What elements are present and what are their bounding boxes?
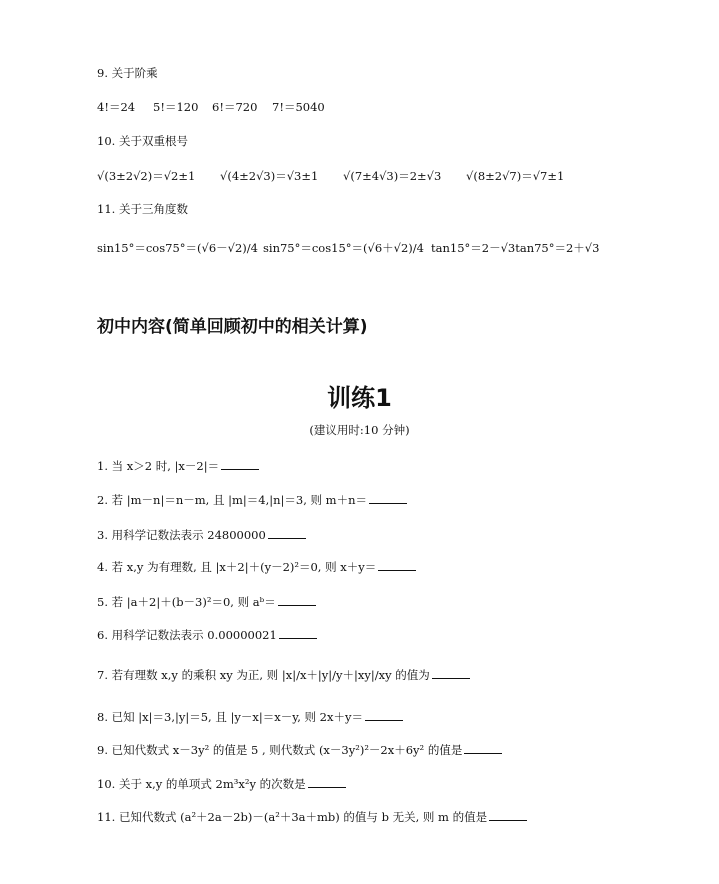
radical-item: √(7±4√3)＝2±√3 <box>343 169 442 183</box>
heading-trig: 11. 关于三角度数 <box>97 202 188 216</box>
section-title: 初中内容(简单回顾初中的相关计算) <box>97 317 368 337</box>
answer-blank[interactable] <box>489 808 527 821</box>
question-11: 11. 已知代数式 (a²＋2a－2b)－(a²＋3a＋mb) 的值与 b 无关, 则 m 的值是 <box>97 808 527 825</box>
question-1: 1. 当 x＞2 时, |x－2|＝ <box>97 457 259 474</box>
question-10: 10. 关于 x,y 的单项式 2m³x²y 的次数是 <box>97 775 346 792</box>
answer-blank[interactable] <box>308 775 346 788</box>
radical-item: √(3±2√2)＝√2±1 <box>97 169 196 183</box>
answer-blank[interactable] <box>432 666 470 679</box>
factorial-item: 6!＝720 <box>212 100 258 114</box>
trig-item: sin75°＝cos15°＝(√6＋√2)/4 <box>263 241 424 255</box>
answer-blank[interactable] <box>221 457 259 470</box>
training-subtitle: (建议用时:10 分钟) <box>309 423 410 437</box>
radical-item: √(4±2√3)＝√3±1 <box>220 169 319 183</box>
trig-item: sin15°＝cos75°＝(√6－√2)/4 <box>97 241 258 255</box>
answer-blank[interactable] <box>279 626 317 639</box>
factorial-item: 7!＝5040 <box>272 100 325 114</box>
question-6: 6. 用科学记数法表示 0.00000021 <box>97 626 317 643</box>
question-5: 5. 若 |a＋2|＋(b－3)²＝0, 则 aᵇ＝ <box>97 593 316 610</box>
training-title: 训练1 <box>327 384 392 412</box>
answer-blank[interactable] <box>365 708 403 721</box>
answer-blank[interactable] <box>268 526 306 539</box>
answer-blank[interactable] <box>378 558 416 571</box>
factorial-item: 4!＝24 <box>97 100 136 114</box>
question-7: 7. 若有理数 x,y 的乘积 xy 为正, 则 |x|/x＋|y|/y＋|xy|/xy 的值为 <box>97 666 470 683</box>
question-8: 8. 已知 |x|＝3,|y|＝5, 且 |y－x|＝x－y, 则 2x＋y＝ <box>97 708 403 725</box>
question-4: 4. 若 x,y 为有理数, 且 |x＋2|＋(y－2)²＝0, 则 x＋y＝ <box>97 558 416 575</box>
answer-blank[interactable] <box>369 491 407 504</box>
question-9: 9. 已知代数式 x－3y² 的值是 5 , 则代数式 (x－3y²)²－2x＋6y² 的值是 <box>97 741 502 758</box>
factorial-item: 5!＝120 <box>153 100 199 114</box>
answer-blank[interactable] <box>278 593 316 606</box>
heading-radical: 10. 关于双重根号 <box>97 134 188 148</box>
question-2: 2. 若 |m－n|＝n－m, 且 |m|＝4,|n|＝3, 则 m＋n＝ <box>97 491 407 508</box>
question-3: 3. 用科学记数法表示 24800000 <box>97 526 306 543</box>
answer-blank[interactable] <box>464 741 502 754</box>
heading-factorial: 9. 关于阶乘 <box>97 66 158 80</box>
trig-item: tan15°＝2－√3tan75°＝2＋√3 <box>431 241 600 255</box>
radical-item: √(8±2√7)＝√7±1 <box>466 169 565 183</box>
